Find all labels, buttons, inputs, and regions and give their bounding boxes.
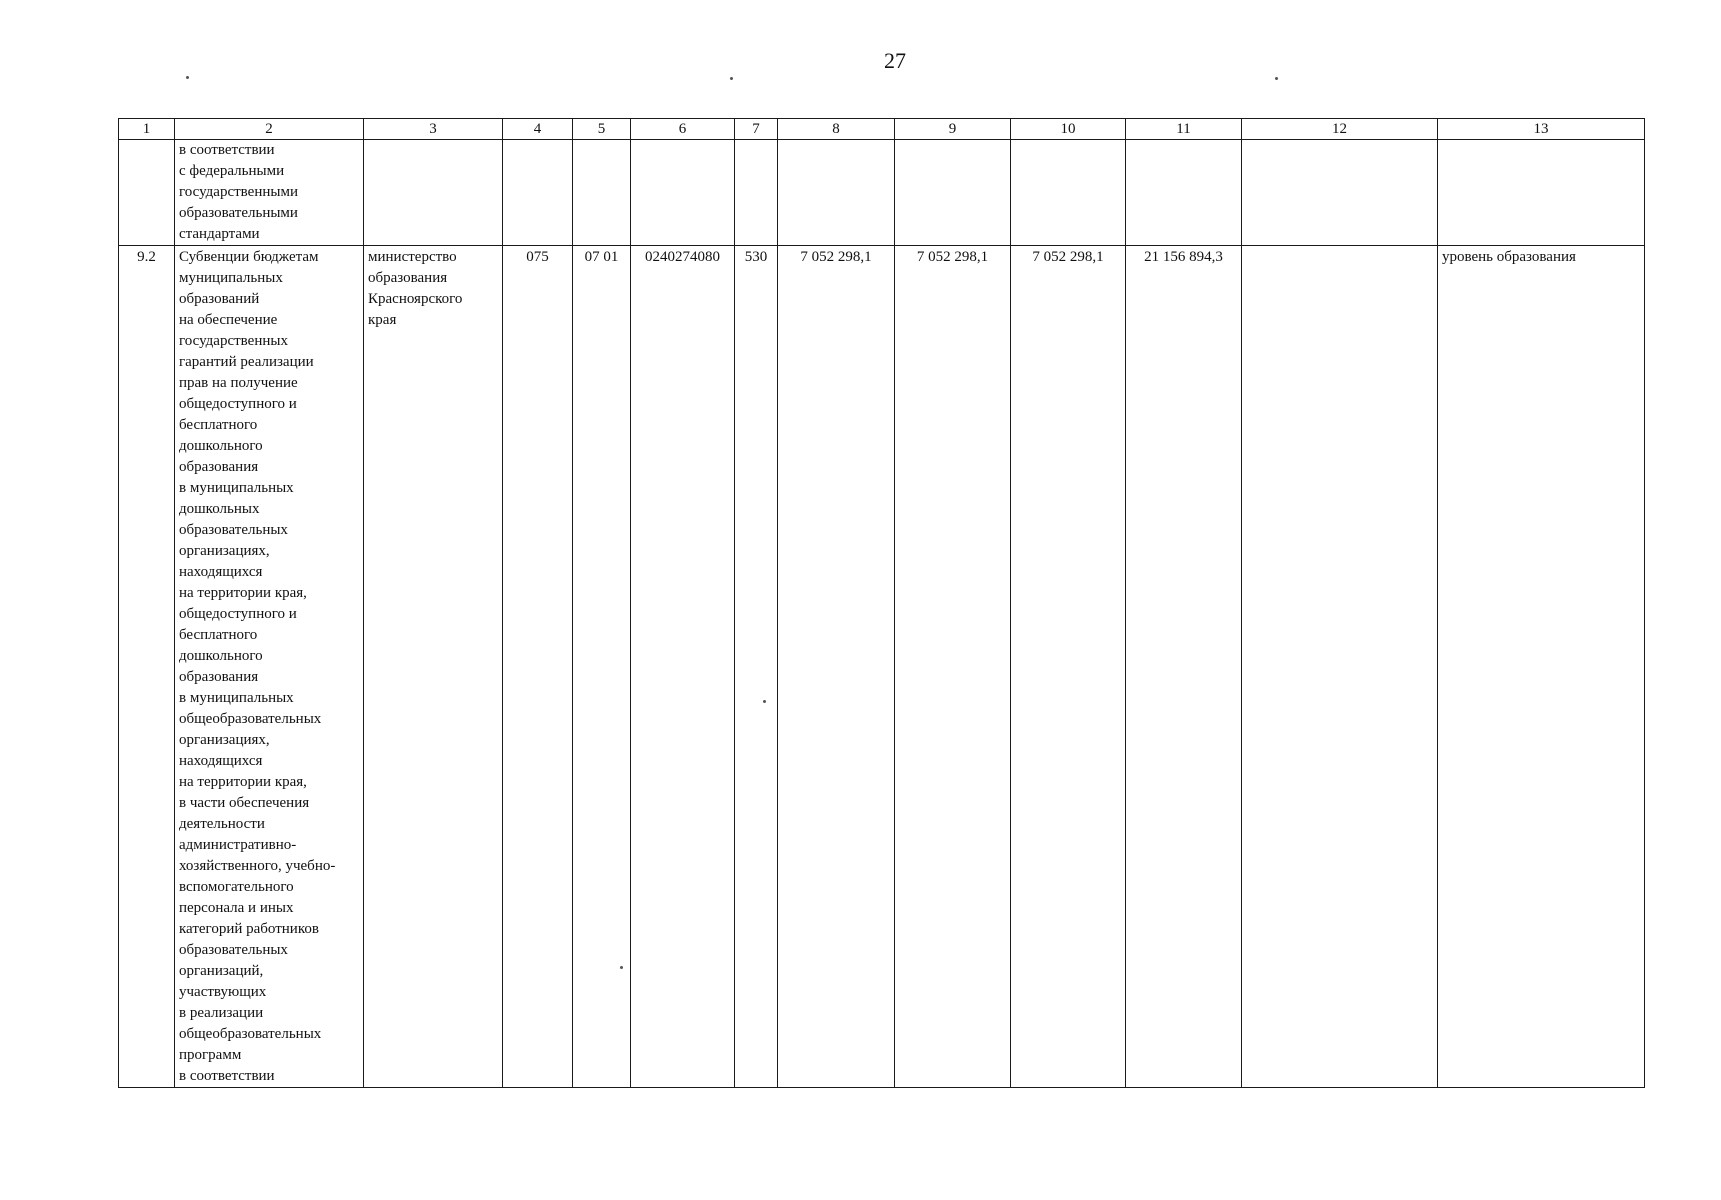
responsible-cell: министерство образования Красноярского края (364, 246, 503, 1088)
column-number-8: 8 (778, 119, 895, 140)
budget-table (118, 118, 1645, 1088)
column-number-13: 13 (1438, 119, 1645, 140)
rzpr-cell: 07 01 (573, 246, 631, 1088)
row-number-cell: 9.2 (119, 246, 175, 1088)
column-number-row (119, 119, 1645, 140)
year2-cell (895, 140, 1011, 246)
result-cell (1438, 140, 1645, 246)
scan-speck (730, 77, 733, 80)
scan-speck (1275, 77, 1278, 80)
grbs-cell: 075 (503, 246, 573, 1088)
column-number-5: 5 (573, 119, 631, 140)
scan-speck (186, 76, 189, 79)
name-cell: Субвенции бюджетам муниципальных образований на обеспечение государственных гарантий реализации прав на получение общедоступного и бесплатного дошкольного образования в муниципальных дошкольных образовательных организациях, находящихся на территории края, общедоступного и бесплатного дошкольного образования в муниципальных общеобразовательных организациях, находящихся на территории края, в части обеспечения деятельности административно- хозяйственного, учебно- вспомогательного персонала и иных категорий работников образовательных организаций, участвующих в реализации общеобразовательных программ в соответствии (175, 246, 364, 1088)
responsible-cell (364, 140, 503, 246)
column-number-1: 1 (119, 119, 175, 140)
page-number: 27 (884, 48, 906, 73)
year1-cell: 7 052 298,1 (778, 246, 895, 1088)
year3-cell (1011, 140, 1126, 246)
scan-speck (763, 700, 766, 703)
grbs-cell (503, 140, 573, 246)
vr-cell: 530 (735, 246, 778, 1088)
vr-cell (735, 140, 778, 246)
name-cell: в соответствии с федеральными государственными образовательными стандартами (175, 140, 364, 246)
column-number-2: 2 (175, 119, 364, 140)
csr-cell: 0240274080 (631, 246, 735, 1088)
year3-cell: 7 052 298,1 (1011, 246, 1126, 1088)
scan-speck (620, 966, 623, 969)
column-number-6: 6 (631, 119, 735, 140)
table-row (119, 246, 1645, 1088)
rzpr-cell (573, 140, 631, 246)
column12-cell (1242, 140, 1438, 246)
column-number-9: 9 (895, 119, 1011, 140)
total-cell (1126, 140, 1242, 246)
column-number-4: 4 (503, 119, 573, 140)
column-number-11: 11 (1126, 119, 1242, 140)
table-row (119, 140, 1645, 246)
row-number-cell (119, 140, 175, 246)
column-number-7: 7 (735, 119, 778, 140)
column12-cell (1242, 246, 1438, 1088)
column-number-12: 12 (1242, 119, 1438, 140)
csr-cell (631, 140, 735, 246)
column-number-3: 3 (364, 119, 503, 140)
year2-cell: 7 052 298,1 (895, 246, 1011, 1088)
result-cell: уровень образования (1438, 246, 1645, 1088)
column-number-10: 10 (1011, 119, 1126, 140)
total-cell: 21 156 894,3 (1126, 246, 1242, 1088)
year1-cell (778, 140, 895, 246)
